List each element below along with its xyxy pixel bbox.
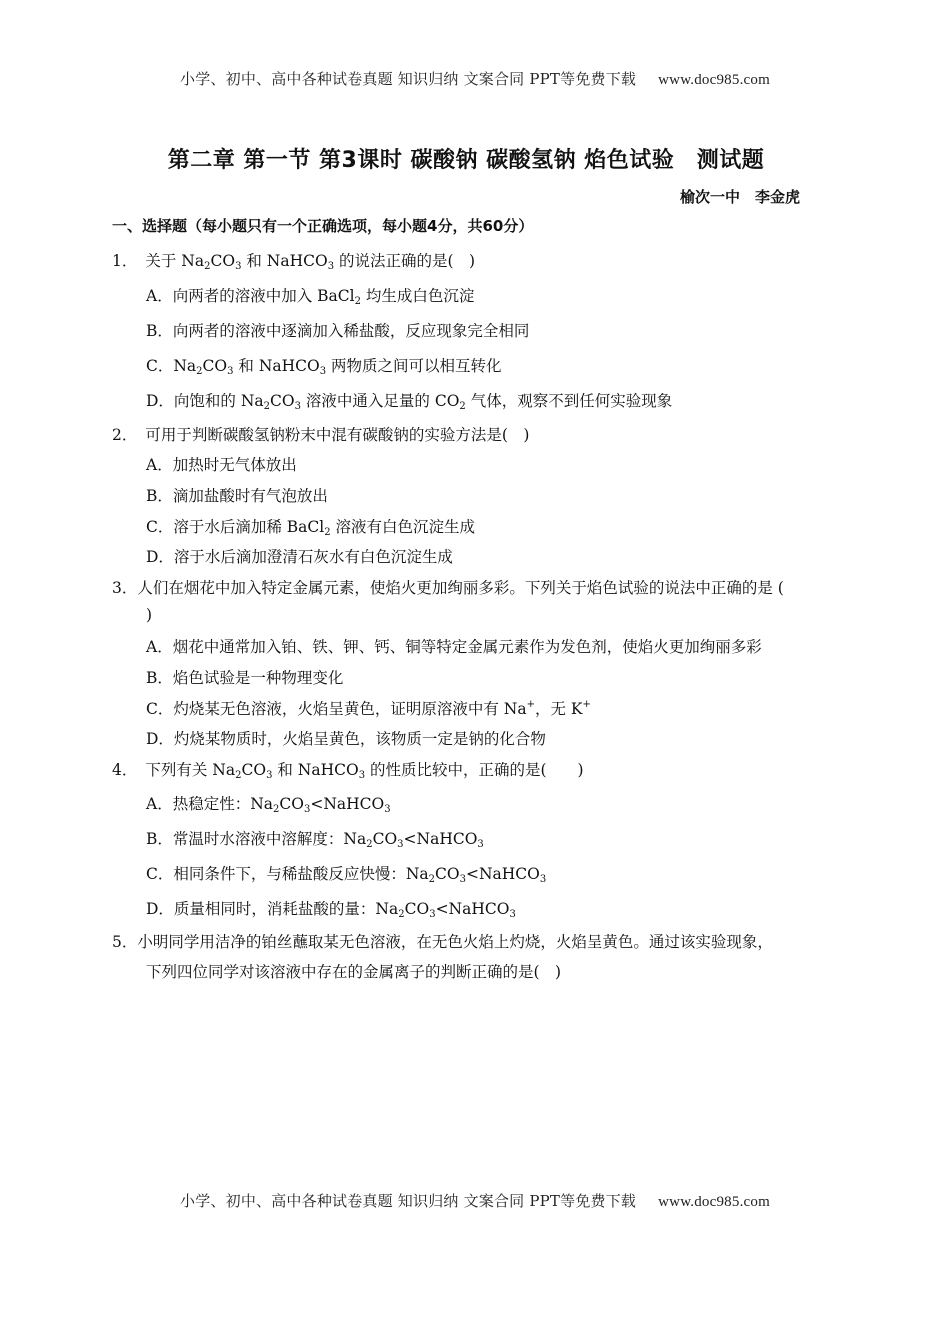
q1-option-c: C．$Na_2CO_3$ 和 NaHCO$_3$ 两物质之间可以相互转化 — [146, 357, 502, 377]
question-4-number: 4． — [112, 761, 138, 779]
q1-option-d: D．向饱和的 $Na_2CO_3$ 溶液中通入足量的 $CO_2$ 气体，观察不到任何实验现象 — [146, 392, 673, 412]
q2-option-d: D．溶于水后滴加澄清石灰水有白色沉淀生成 — [146, 548, 453, 566]
q2-option-c: C．溶于水后滴加稀 BaCl$_2$ 溶液有白色沉淀生成 — [146, 518, 476, 538]
q4-option-a: A．热稳定性：$Na_2CO_3<NaHCO_3$ — [146, 795, 391, 815]
question-3: 3．人们在烟花中加入特定金属元素，使焰火更加绚丽多彩。下列关于焰色试验的说法中正确的是 ( — [112, 579, 784, 597]
q1-option-a: A．向两者的溶液中加入 BaCl$_2$ 均生成白色沉淀 — [146, 287, 475, 307]
q2-option-b: B．滴加盐酸时有气泡放出 — [146, 487, 328, 505]
q4-option-c: C．相同条件下，与稀盐酸反应快慢：$Na_2CO_3<NaHCO_3$ — [146, 865, 547, 885]
header-site-link[interactable]: www.doc985.com — [658, 72, 770, 88]
q2-option-a: A．加热时无气体放出 — [146, 456, 297, 474]
question-2-number: 2． — [112, 426, 138, 444]
page-footer — [0, 1190, 950, 1211]
question-4: 4． 下列有关 $Na_2CO_3$ 和 NaHCO$_3$ 的性质比较中，正确的是( ) — [112, 761, 584, 781]
author: 榆次一中 李金虎 — [679, 188, 800, 206]
q3-option-a: A．烟花中通常加入铂、铁、钾、钙、铜等特定金属元素作为发色剂，使焰火更加绚丽多彩 — [146, 638, 762, 656]
page-header — [0, 68, 950, 89]
question-3-cont: ) — [146, 606, 153, 624]
page-title: 第二章 第一节 第3课时 碳酸钠 碳酸氢钠 焰色试验 测试题 — [167, 148, 765, 173]
question-1: 1． 关于 $Na_2CO_3$ 和 NaHCO$_3$ 的说法正确的是( ) — [112, 252, 476, 272]
q3-option-d: D．灼烧某物质时，火焰呈黄色，该物质一定是钠的化合物 — [146, 730, 546, 748]
question-5-cont: 下列四位同学对该溶液中存在的金属离子的判断正确的是( ) — [146, 963, 562, 981]
question-2: 2． 可用于判断碳酸氢钠粉末中混有碳酸钠的实验方法是( ) — [112, 426, 530, 444]
footer-text: 小学、初中、高中各种试卷真题 知识归纳 文案合同 PPT等免费下载 — [180, 1192, 637, 1210]
q4-option-d: D．质量相同时，消耗盐酸的量：$Na_2CO_3<NaHCO_3$ — [146, 900, 516, 920]
q1-option-b: B．向两者的溶液中逐滴加入稀盐酸，反应现象完全相同 — [146, 322, 530, 340]
footer-site-link[interactable]: www.doc985.com — [658, 1194, 770, 1210]
q3-option-b: B．焰色试验是一种物理变化 — [146, 669, 344, 687]
header-text: 小学、初中、高中各种试卷真题 知识归纳 文案合同 PPT等免费下载 — [180, 70, 637, 88]
q4-option-b: B．常温时水溶液中溶解度：$Na_2CO_3<NaHCO_3$ — [146, 830, 484, 850]
section-heading: 一、选择题（每小题只有一个正确选项，每小题4分，共60分） — [112, 217, 534, 235]
question-1-number: 1． — [112, 252, 138, 270]
question-5: 5．小明同学用洁净的铂丝蘸取某无色溶液，在无色火焰上灼烧，火焰呈黄色。通过该实验现象， — [112, 933, 773, 951]
q3-option-c: C．灼烧某无色溶液，火焰呈黄色，证明原溶液中有 Na+，无 K+ — [146, 699, 591, 718]
